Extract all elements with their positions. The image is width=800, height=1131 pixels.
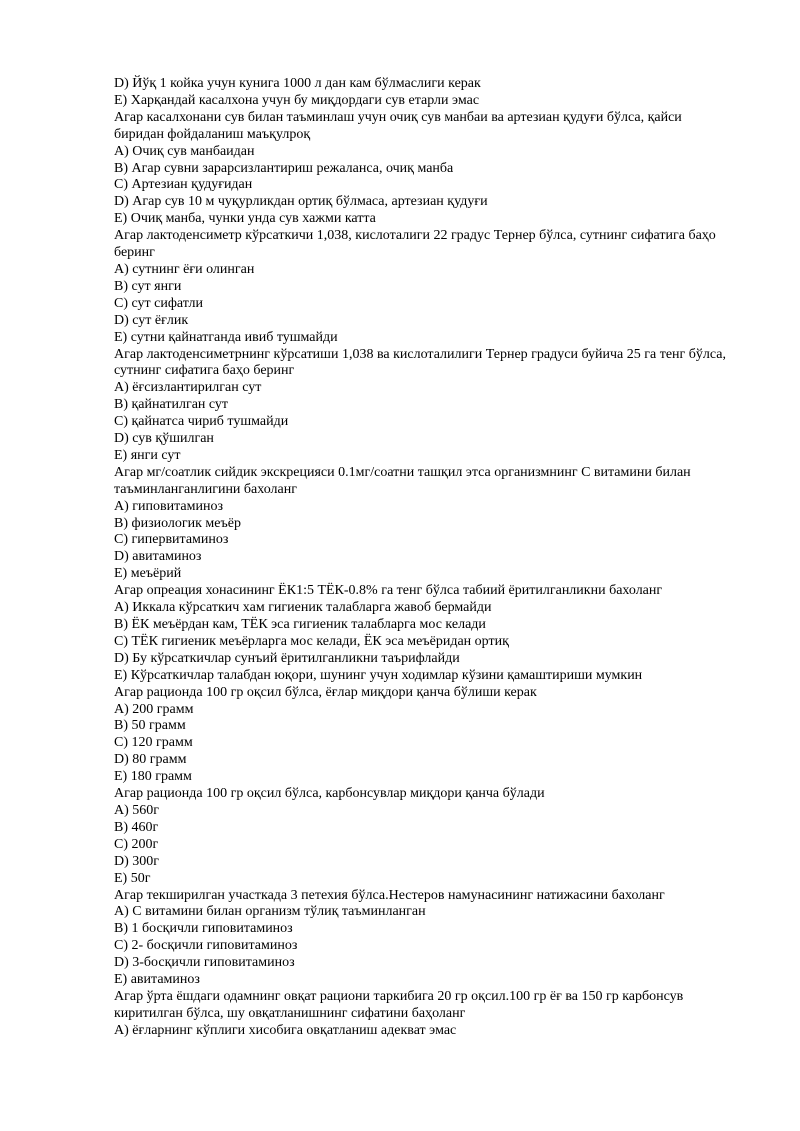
answer-option: C) ТЁК гигиеник меъёрларга мос келади, ЁК эса меъёридан ортиқ (114, 633, 509, 649)
question-text: Агар мг/соатлик сийдик экскрецияси 0.1мг/соатни ташқил этса организмнинг С витамини билан таъминланганлигини бахоланг (114, 464, 691, 497)
question-text: Агар текширилган участкада 3 петехия бўлса.Нестеров намунасининг натижасини бахоланг (114, 887, 665, 903)
answer-option: A) ёғларнинг кўплиги хисобига овқатланиш адекват эмас (114, 1022, 457, 1038)
answer-option: A) ёғсизлантирилган сут (114, 380, 262, 396)
answer-option: D) Йўқ 1 койка учун кунига 1000 л дан кам бўлмаслиги керак (114, 76, 481, 91)
answer-option: C) 2- босқичли гиповитаминоз (114, 938, 298, 954)
answer-option: D) 300г (114, 853, 160, 869)
answer-option: A) 200 грамм (114, 701, 194, 717)
answer-option: E) 180 грамм (114, 769, 192, 785)
answer-option: D) Агар сув 10 м чуқурликдан ортиқ бўлмаса, артезиан қудуғи (114, 194, 488, 210)
answer-option: D) сут ёғлик (114, 312, 189, 328)
answer-option: B) 50 грамм (114, 718, 186, 734)
answer-option: C) қайнатса чириб тушмайди (114, 414, 289, 430)
answer-option: A) Иккала кўрсаткич хам гигиеник талабларга жавоб бермайди (114, 600, 492, 616)
question-text: Агар рационда 100 гр оқсил бўлса, карбонсувлар миқдори қанча бўлади (114, 786, 545, 802)
answer-option: E) авитаминоз (114, 972, 200, 988)
answer-option: A) 560г (114, 802, 160, 818)
answer-option: B) 460г (114, 819, 159, 835)
answer-option: B) ЁК меъёрдан кам, ТЁК эса гигиеник талабларга мос келади (114, 617, 486, 632)
answer-option: D) 80 грамм (114, 752, 187, 768)
question-text: Агар касалхонани сув билан таъминлаш учун очиқ сув манбаи ва артезиан қудуғи бўлса, қайси биридан фойдаланиш маъқулроқ (114, 109, 682, 142)
answer-option: E) Очиқ манба, чунки унда сув хажми катта (114, 211, 376, 227)
question-text: Агар лактоденсиметр кўрсаткичи 1,038, кислоталиги 22 градус Тернер бўлса, сутнинг сифатига баҳо беринг (114, 228, 716, 261)
question-text: Агар опреация хонасининг ЁК1:5 ТЁК-0.8% га тенг бўлса табиий ёритилганликни бахоланг (114, 583, 663, 599)
question-text: Агар рационда 100 гр оқсил бўлса, ёғлар миқдори қанча бўлиши керак (114, 684, 537, 700)
answer-option: C) гипервитаминоз (114, 532, 229, 548)
answer-option: B) 1 босқичли гиповитаминоз (114, 921, 293, 937)
answer-option: D) 3-босқичли гиповитаминоз (114, 955, 295, 971)
answer-option: E) 50г (114, 870, 151, 886)
question-text: Агар лактоденсиметрнинг кўрсатиши 1,038 ва кислоталилиги Тернер градуси буйича 25 га тенг бўлса, сутнинг сифатига баҳо беринг (114, 346, 727, 379)
answer-option: C) сут сифатли (114, 295, 204, 311)
answer-option: B) сут янги (114, 278, 182, 294)
answer-option: A) сутнинг ёғи олинган (114, 261, 255, 277)
answer-option: E) меъёрий (114, 566, 182, 582)
answer-option: D) Бу кўрсаткичлар сунъий ёритилганликни таърифлайди (114, 650, 460, 666)
answer-option: E) янги сут (114, 447, 181, 463)
answer-option: E) Кўрсаткичлар талабдан юқори, шунинг учун ходимлар кўзини қамаштириши мумкин (114, 667, 643, 683)
answer-option: D) авитаминоз (114, 549, 202, 565)
answer-option: C) 120 грамм (114, 735, 193, 751)
document-page (114, 76, 734, 1040)
answer-option: E) Харқандай касалхона учун бу миқдордаги сув етарли эмас (114, 92, 480, 108)
answer-option: C) Артезиан қудуғидан (114, 177, 253, 193)
answer-option: E) сутни қайнатганда ивиб тушмайди (114, 329, 338, 345)
answer-option: A) гиповитаминоз (114, 498, 223, 514)
answer-option: B) физиологик меъёр (114, 515, 241, 531)
answer-option: C) 200г (114, 836, 159, 852)
answer-option: B) Агар сувни зарарсизлантириш режаланса, очиқ манба (114, 160, 454, 176)
answer-option: B) қайнатилган сут (114, 397, 229, 413)
answer-option: D) сув қўшилган (114, 431, 214, 447)
question-text: Агар ўрта ёшдаги одамнинг овқат рациони таркибига 20 гр оқсил.100 гр ёғ ва 150 гр карбонсув киритилган бўлса, шу овқатланишнинг сифатини баҳоланг (114, 988, 684, 1021)
answer-option: A) С витамини билан организм тўлиқ таъминланган (114, 904, 426, 920)
answer-option: A) Очиқ сув манбаидан (114, 143, 255, 159)
